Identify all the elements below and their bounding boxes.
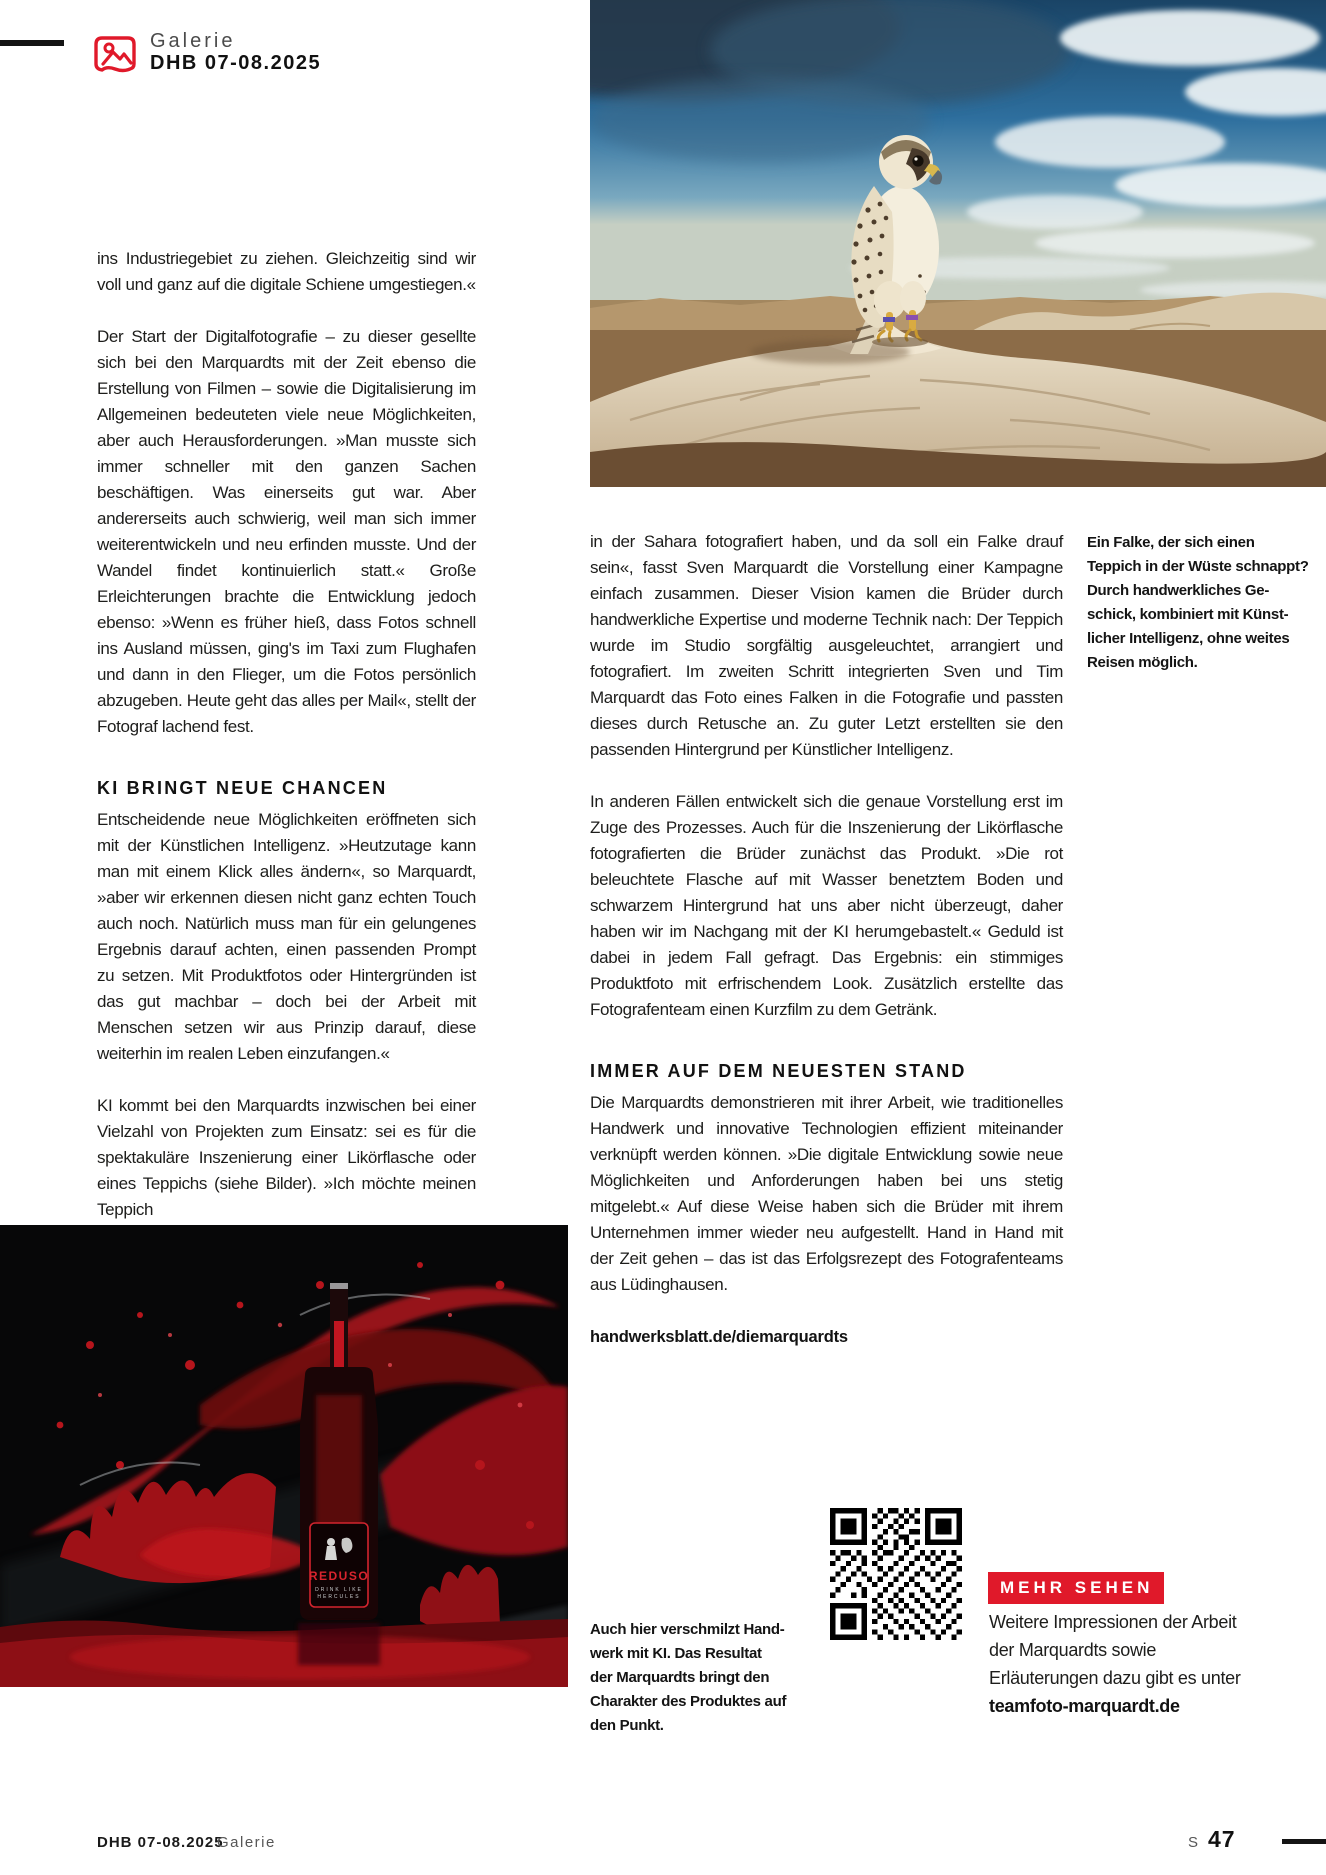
caption-line: Durch handwerkliches Ge- — [1087, 582, 1270, 599]
caption-line: schick, kombiniert mit Künst- — [1087, 606, 1289, 623]
caption-line: werk mit KI. Das Resultat — [590, 1645, 762, 1662]
caption-line: Reisen möglich. — [1087, 654, 1198, 671]
falcon-desert-photo — [590, 0, 1326, 487]
footer-issue: DHB 07-08.2025 — [97, 1834, 224, 1851]
caption-line: Ein Falke, der sich einen — [1087, 534, 1255, 551]
falcon-photo-caption — [1087, 531, 1309, 675]
paragraph: in der Sahara fotografiert haben, und da soll ein Falke drauf sein«, fasst Sven Marquardt die Vorstellung einer Kampagne einfach zusammen. Dieser Vision kamen die Brüder durch handwerkliche Expertise und moderne Technik nach: Der Teppich wurde im Studio sorgfältig ausgeleuchtet, arrangiert und fotografiert. Im zweiten Schritt integrierten Sven und Tim Marquardt das Foto eines Falken in die Fotografie und passten dieses durch Retusche an. Zu guter Letzt erstellten sie den passenden Hintergrund per Künstlicher Intelligenz. — [590, 532, 1063, 759]
paragraph: Der Start der Digitalfotografie – zu dieser gesellte sich bei den Marquardts mit der Zeit ebenso die Erstellung von Filmen – sowie die Digitalisierung im Allgemeinen bedeuteten viele neue Möglichkeiten, aber auch Herausforderungen. »Man musste sich immer schneller mit den ganzen Sachen beschäftigen. Was einerseits gut war. Aber andererseits auch schwierig, weil man sich immer weiterentwickeln und neu erfinden musste. Und der Wandel findet kontinuierlich statt.« Große Erleichterungen brachte die Entwicklung jedoch ebenso: »Wenn es früher hieß, dass Fotos schnell ins Ausland müssen, ging's im Taxi zum Flughafen und dann in den Flieger, um die Fotos persönlich abzugeben. Heute geht das alles per Mail«, stellt der Fotograf lachend fest. — [97, 327, 476, 736]
caption-line: Auch hier verschmilzt Hand- — [590, 1621, 785, 1638]
bottle-tagline-line1: DRINK LIKE — [315, 1587, 363, 1593]
handwerksblatt-link[interactable]: handwerksblatt.de/diemarquardts — [590, 1328, 848, 1346]
paragraph: Die Marquardts demonstrieren mit ihrer Arbeit, wie traditionelles Handwerk und innovative Technologien effizient miteinander verknüpft werden können. »Die digitale Entwicklung sowie neue Möglichkeiten und Anforderungen haben bei uns stetig mitgelebt.« Auf diese Weise haben sich die Brüder mit ihrem Unternehmen immer wieder neu aufgestellt. Hand in Hand mit der Zeit gehen – das ist das Erfolgsrezept des Fotografenteams aus Lüdinghausen. — [590, 1093, 1063, 1294]
article-right-column — [590, 529, 1063, 1347]
bottom-right-rule — [1282, 1839, 1326, 1844]
caption-line: Charakter des Produktes auf — [590, 1693, 787, 1710]
subheading-ki-bringt-neue-chancen: KI BRINGT NEUE CHANCEN — [97, 778, 388, 798]
paragraph: In anderen Fällen entwickelt sich die genaue Vorstellung erst im Zuge des Prozesses. Auch für die Inszenierung der Likörflasche fotografierten die Brüder zunächst das Produkt. »Die rot beleuchtete Flasche auf mit Wasser benetztem Boden und schwarzem Hintergrund hat uns aber nicht überzeugt, daher haben wir im Nachgang mit der KI herumgebastelt.« Geduld ist dabei in jedem Fall gefragt. Das Ergebnis: ein stimmiges Produktfoto mit erfrischendem Look. Zusätzlich erstellte das Fotografenteam einen Kurzfilm zu dem Getränk. — [590, 792, 1063, 1019]
footer-page-label: S — [1188, 1834, 1200, 1851]
bottle-tagline-line2: HERCULES — [317, 1594, 361, 1600]
qr-code — [830, 1508, 962, 1640]
mehr-sehen-body: Weitere Impressionen der Arbeit der Marquardts sowie Erläuterungen dazu gibt es unter — [989, 1612, 1241, 1688]
falcon-desert-illustration — [590, 0, 1326, 487]
mehr-sehen-text — [989, 1608, 1244, 1720]
header-section-label: Galerie — [150, 30, 236, 52]
subheading-immer-auf-dem-neuesten-stand: IMMER AUF DEM NEUESTEN STAND — [590, 1061, 967, 1081]
teamfoto-marquardt-link[interactable]: teamfoto-marquardt.de — [989, 1696, 1180, 1716]
bottle-photo-caption — [590, 1618, 830, 1738]
top-left-rule — [0, 40, 64, 46]
footer-section: Galerie — [217, 1834, 276, 1851]
header-issue-label: DHB 07-08.2025 — [150, 52, 322, 74]
liquor-bottle-splash-photo — [0, 1225, 568, 1687]
caption-line: Teppich in der Wüste schnappt? — [1087, 558, 1309, 575]
bottle-splash-illustration — [0, 1225, 568, 1687]
paragraph: Entscheidende neue Möglichkeiten eröffneten sich mit der Künstlichen Intelligenz. »Heutzutage kann man mit einem Klick alles ändern«, so Marquardt, »aber wir erkennen diesen nicht ganz echten Touch auch noch. Natürlich muss man für ein gelungenes Ergebnis darauf achten, einen passenden Prompt zu setzen. Mit Produktfotos oder Hintergründen ist das gut machbar – doch bei der Arbeit mit Menschen setzen wir aus Prinzip darauf, diese weiterhin im realen Leben einzufangen.« — [97, 810, 476, 1063]
caption-line: der Marquardts bringt den — [590, 1669, 770, 1686]
gallery-picture-icon — [93, 33, 137, 77]
caption-line: licher Intelligenz, ohne weites — [1087, 630, 1290, 647]
footer-page-number: 47 — [1208, 1826, 1236, 1852]
footer-page-indicator — [1188, 1826, 1236, 1853]
article-left-column — [97, 246, 476, 1223]
mehr-sehen-badge: MEHR SEHEN — [988, 1572, 1164, 1604]
paragraph: ins Industriegebiet zu ziehen. Gleichzeitig sind wir voll und ganz auf die digitale Schiene umgestiegen.« — [97, 249, 476, 294]
caption-line: den Punkt. — [590, 1717, 664, 1734]
paragraph: KI kommt bei den Marquardts inzwischen bei einer Vielzahl von Projekten zum Einsatz: sei es für die spektakuläre Inszenierung einer Likörflasche oder eines Teppichs (siehe Bilder). »Ich möchte meinen Teppich — [97, 1096, 476, 1219]
bottle-brand-label: REDUSO — [308, 1569, 370, 1583]
